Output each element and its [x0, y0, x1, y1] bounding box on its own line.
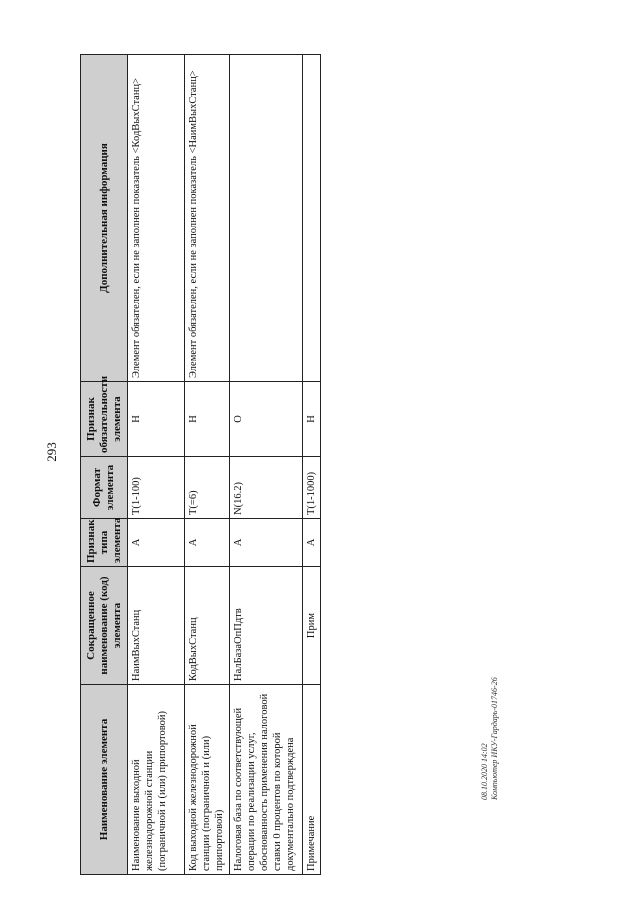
cell-type: А	[303, 519, 321, 567]
cell-format: T(1-100)	[128, 457, 185, 519]
cell-required: Н	[303, 382, 321, 457]
cell-name: Налоговая база по соответствующей операции по реализации услуг, обоснованность применения налоговой ставки 0 процентов по которой документально подтверждена	[230, 685, 303, 875]
table-row	[185, 55, 230, 875]
cell-type: А	[230, 519, 303, 567]
cell-code: НаимВыхСтанц	[128, 567, 185, 685]
cell-code: Прим	[303, 567, 321, 685]
cell-name: Наименование выходной железнодорожной станции (пограничной и (или) припортовой)	[128, 685, 185, 875]
footer-timestamp: 08.10.2020 14:02	[480, 743, 489, 800]
cell-format: T(1-1000)	[303, 457, 321, 519]
cell-info: Элемент обязателен, если не заполнен показатель <НаимВыхСтанц>	[185, 55, 230, 382]
cell-info	[303, 55, 321, 382]
page-number: 293	[44, 442, 59, 462]
cell-name: Код выходной железнодорожной станции (пограничной и (или) припортовой)	[185, 685, 230, 875]
cell-required: О	[230, 382, 303, 457]
cell-code: НалБазаОпПдтв	[230, 567, 303, 685]
cell-required: Н	[185, 382, 230, 457]
cell-info: Элемент обязателен, если не заполнен показатель <КодВыхСтанц>	[128, 55, 185, 382]
header-additional-info: Дополнительная информация	[81, 55, 128, 382]
element-spec-table	[80, 54, 321, 875]
header-element-type: Признак типа элемента	[81, 519, 128, 567]
cell-format: N(16.2)	[230, 457, 303, 519]
document-footer	[480, 540, 510, 800]
table-row	[230, 55, 303, 875]
cell-code: КодВыхСтанц	[185, 567, 230, 685]
footer-stamp: Компьютер ИКУ-Гардарь-01746-26	[490, 677, 499, 800]
cell-format: T(=6)	[185, 457, 230, 519]
header-element-name: Наименование элемента	[81, 685, 128, 875]
table-row	[303, 55, 321, 875]
document-table-wrapper	[80, 55, 335, 875]
cell-info	[230, 55, 303, 382]
table-header-row	[81, 55, 128, 875]
cell-name: Примечание	[303, 685, 321, 875]
document-table-rotated	[80, 55, 335, 875]
table-row	[128, 55, 185, 875]
cell-type: А	[128, 519, 185, 567]
cell-type: А	[185, 519, 230, 567]
header-element-code: Сокращенное наименование (код) элемента	[81, 567, 128, 685]
header-element-required: Признак обязательности элемента	[81, 382, 128, 457]
cell-required: Н	[128, 382, 185, 457]
header-element-format: Формат элемента	[81, 457, 128, 519]
